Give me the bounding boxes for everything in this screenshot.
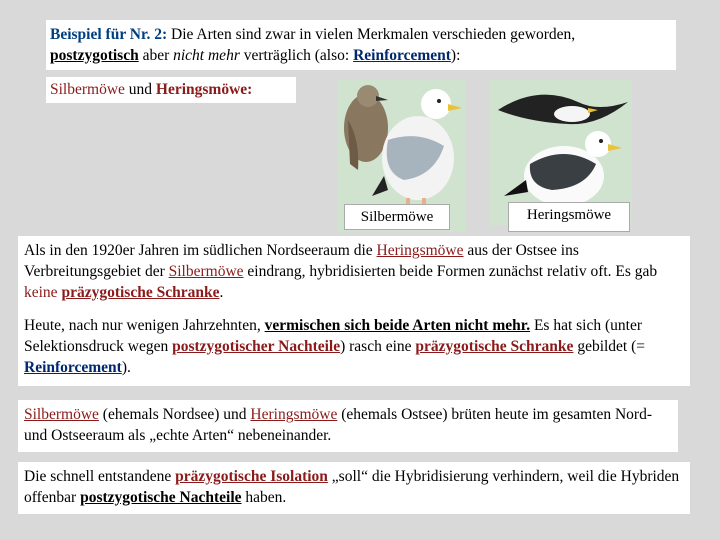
example-title: Beispiel für Nr. 2:: [50, 26, 168, 43]
term-postzygotisch: postzygotisch: [50, 47, 139, 64]
intro-box: Beispiel für Nr. 2: Die Arten sind zwar in vielen Merkmalen verschieden geworden, postzygotisch aber nicht mehr verträglich (also: Reinforcement):: [46, 20, 676, 70]
paragraph-block-3: Die schnell entstandene präzygotische Isolation „soll“ die Hybridisierung verhindern, weil die Hybriden offenbar postzygotische Nachteile haben.: [18, 462, 690, 514]
paragraph-block-2: Silbermöwe (ehemals Nordsee) und Heringsmöwe (ehemals Ostsee) brüten heute im gesamten Nord- und Ostseeraum als „echte Arten“ nebeneinander.: [18, 400, 678, 452]
heading-heringsmoewe: Heringsmöwe:: [155, 81, 253, 98]
paragraph-today: Heute, nach nur wenigen Jahrzehnten, vermischen sich beide Arten nicht mehr. Es hat sich (unter Selektionsdruck wegen postzygotischer Nachteile) rasch eine präzygotische Schranke gebildet (= Reinforcement).: [24, 317, 646, 376]
silbermoewe-caption: Silbermöwe: [344, 204, 450, 230]
paragraph-history: Als in den 1920er Jahren im südlichen Nordseeraum die Heringsmöwe aus der Ostsee ins Verbreitungsgebiet der Silbermöwe eindrang, hybridisierten beide Formen zunächst relativ oft. Es gab keine präzygotische Schranke.: [24, 242, 658, 301]
heading-silbermoewe: Silbermöwe: [50, 81, 125, 98]
heading-box: Silbermöwe und Heringsmöwe:: [46, 77, 296, 103]
paragraph-block-1: [18, 236, 690, 386]
heringsmoewe-caption: Heringsmöwe: [508, 202, 630, 232]
term-reinforcement: Reinforcement: [353, 47, 451, 64]
